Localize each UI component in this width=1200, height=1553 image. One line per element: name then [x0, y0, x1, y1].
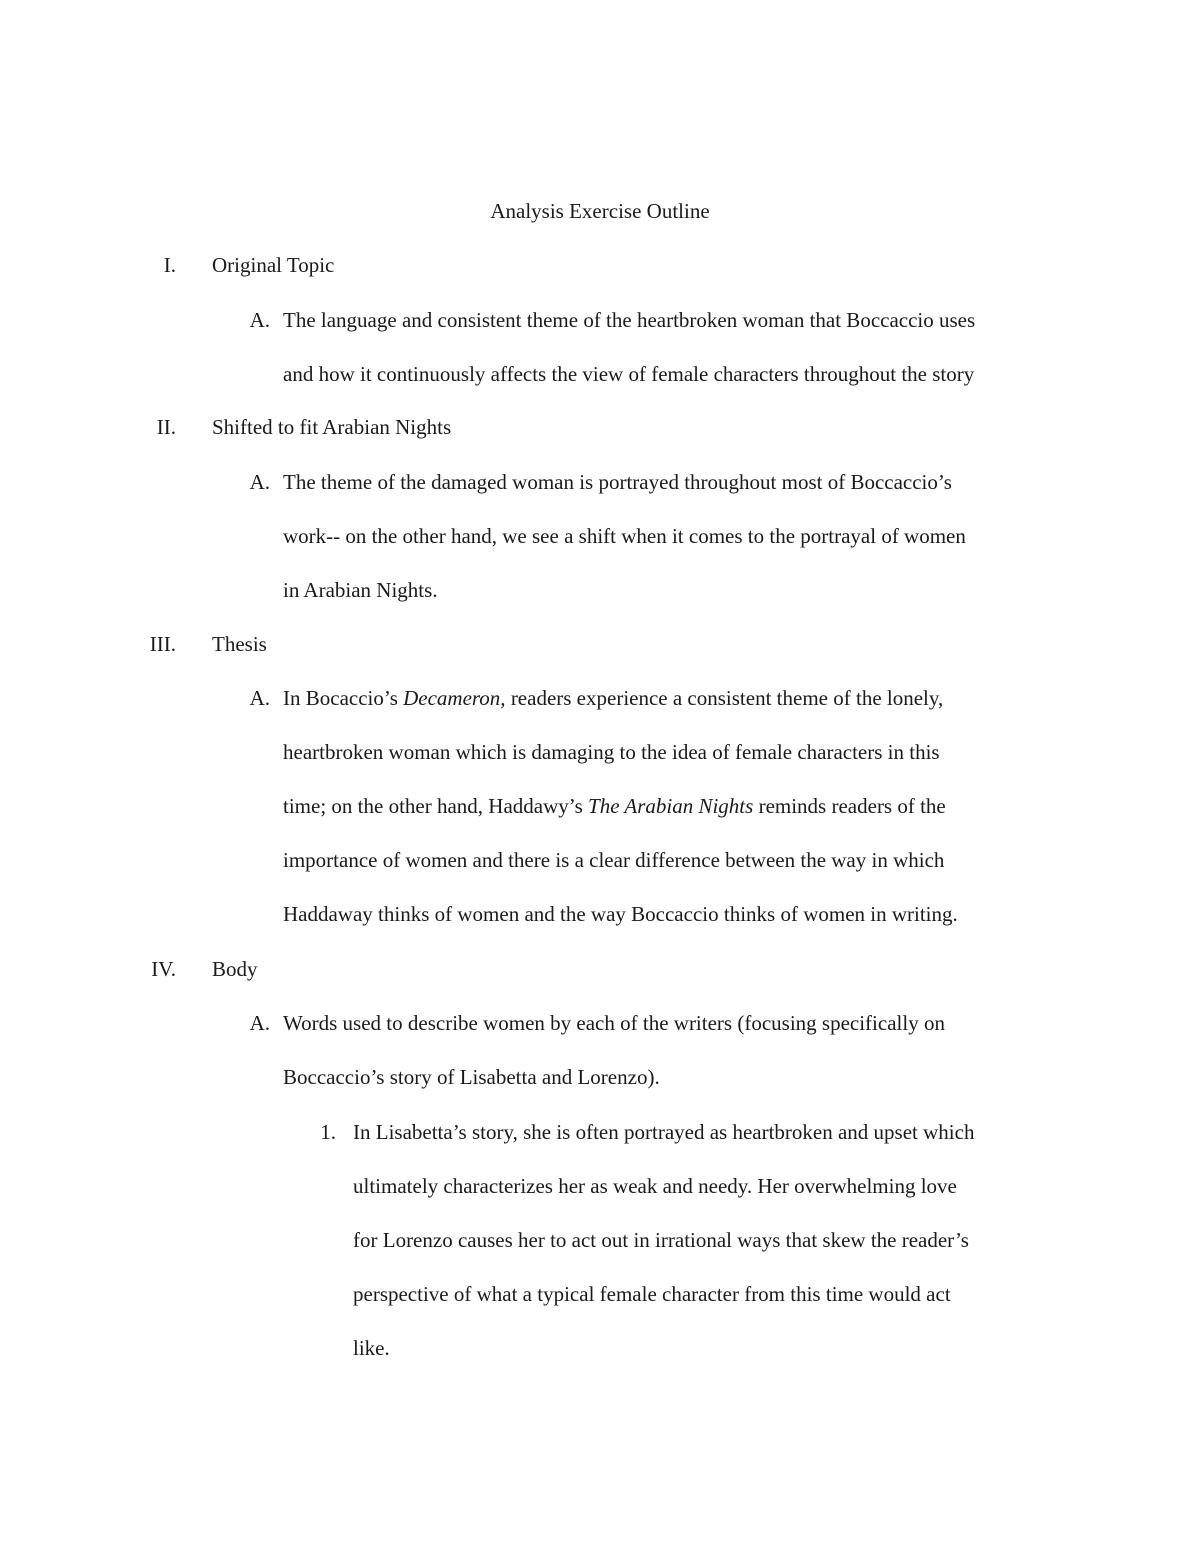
- thesis-text: readers experience a consistent theme of the lonely,: [505, 686, 944, 710]
- list-item-line: like.: [353, 1336, 390, 1360]
- list-item-line: In Lisabetta’s story, she is often portrayed as heartbroken and upset which: [353, 1120, 975, 1144]
- book-title-arabian-nights: The Arabian Nights: [588, 794, 754, 818]
- thesis-text: In Bocaccio’s: [283, 686, 404, 710]
- thesis-text: reminds readers of the: [753, 794, 946, 818]
- subsection-marker: A.: [249, 686, 270, 710]
- section-heading: Original Topic: [212, 253, 335, 277]
- section-heading: Shifted to fit Arabian Nights: [212, 415, 452, 439]
- thesis-line: importance of women and there is a clear difference between the way in which: [283, 848, 945, 872]
- section-heading: Thesis: [212, 632, 267, 656]
- subsection-line: and how it continuously affects the view of female characters throughout the story: [283, 362, 975, 386]
- subsection-line: Words used to describe women by each of the writers (focusing specifically on: [283, 1011, 945, 1035]
- book-title-decameron: Decameron,: [403, 686, 506, 710]
- subsection-line: work-- on the other hand, we see a shift when it comes to the portrayal of women: [283, 524, 966, 548]
- list-item-line: for Lorenzo causes her to act out in irrational ways that skew the reader’s: [353, 1228, 969, 1252]
- subsection-line: The language and consistent theme of the heartbroken woman that Boccaccio uses: [283, 308, 976, 332]
- section-numeral: I.: [163, 253, 176, 277]
- document-title: Analysis Exercise Outline: [490, 199, 710, 223]
- subsection-marker: A.: [249, 1011, 270, 1035]
- list-item-line: ultimately characterizes her as weak and needy. Her overwhelming love: [353, 1174, 957, 1198]
- thesis-line: [283, 791, 946, 821]
- subsection-marker: A.: [249, 308, 270, 332]
- thesis-line: heartbroken woman which is damaging to the idea of female characters in this: [283, 740, 940, 764]
- list-item-marker: 1.: [320, 1120, 336, 1144]
- thesis-line: [283, 683, 943, 713]
- subsection-line: Boccaccio’s story of Lisabetta and Lorenzo).: [283, 1065, 660, 1089]
- section-numeral: II.: [156, 415, 176, 439]
- list-item-line: perspective of what a typical female character from this time would act: [353, 1282, 951, 1306]
- thesis-line: Haddaway thinks of women and the way Boccaccio thinks of women in writing.: [283, 902, 958, 926]
- subsection-line: The theme of the damaged woman is portrayed throughout most of Boccaccio’s: [283, 470, 952, 494]
- section-numeral: IV.: [151, 957, 176, 981]
- section-heading: Body: [212, 957, 258, 981]
- subsection-marker: A.: [249, 470, 270, 494]
- thesis-text: time; on the other hand, Haddawy’s: [283, 794, 589, 818]
- subsection-line: in Arabian Nights.: [283, 578, 438, 602]
- section-numeral: III.: [149, 632, 176, 656]
